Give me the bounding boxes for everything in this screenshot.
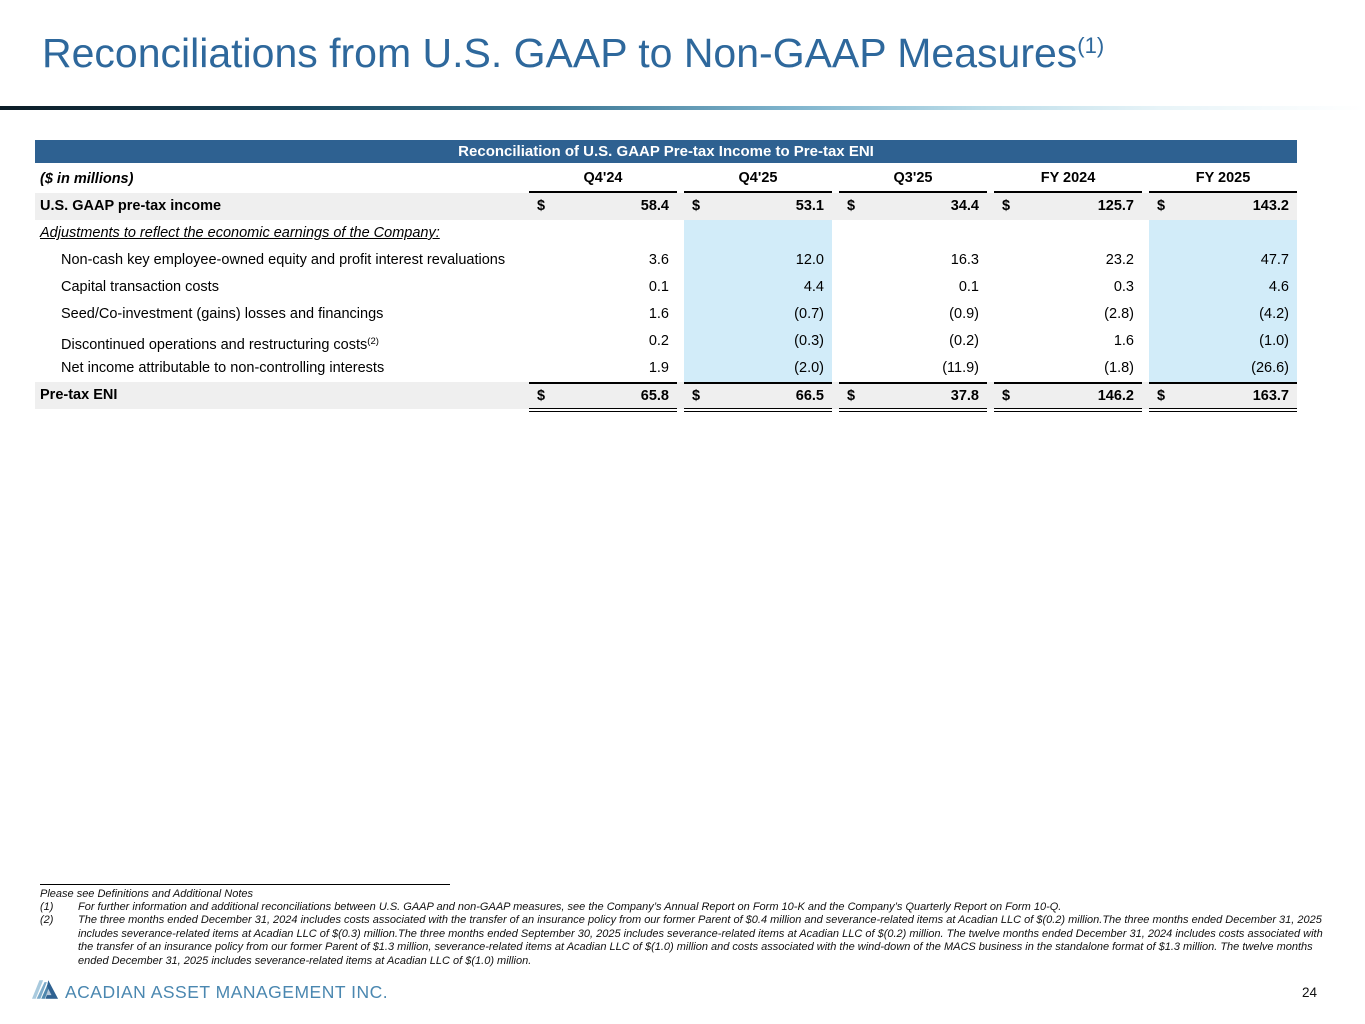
- cell: [529, 220, 677, 247]
- table-row-pretax-eni: [35, 382, 1297, 409]
- dollar-sign: $: [537, 198, 546, 214]
- cell-value: 146.2: [1097, 388, 1134, 404]
- cell: [994, 247, 1142, 274]
- row-footnote-ref: (2): [367, 336, 379, 347]
- page-number: 24: [1301, 984, 1317, 1000]
- footnotes-section: [40, 884, 1338, 968]
- footnote-number: (2): [40, 914, 54, 927]
- cell-value: 65.8: [640, 388, 669, 404]
- title-divider-gradient: [0, 106, 1365, 110]
- slide-footer: [32, 980, 1335, 1004]
- cell-value: (2.8): [1104, 306, 1134, 322]
- cell-value: (0.9): [949, 306, 979, 322]
- cell-value: 0.3: [1113, 279, 1134, 295]
- brand-name: ACADIAN ASSET MANAGEMENT INC.: [65, 981, 389, 1002]
- cell: [1149, 382, 1297, 412]
- footnote-2: [40, 914, 1338, 968]
- cell-value: 66.5: [795, 388, 824, 404]
- cell: [1149, 220, 1297, 247]
- cell-value: 58.4: [640, 198, 669, 214]
- footnote-text: The three months ended December 31, 2024 includes costs associated with the transfer of an insurance policy from our former Parent of $0.4 million and severance-related items at Acadian LLC of $(0.2) million.The three months ended December 31, 2025 includes severance-related items at Acadian LLC of $(0.3) million.The three months ended September 30, 2025 includes severance-related items at Acadian LLC of $(0.2) million. The twelve months ended December 31, 2024 includes costs associated with the transfer of an insurance policy from our former Parent of $1.3 million, severance-related items at Acadian LLC of $(1.0) million and costs associated with the wind-down of the MACS business in the standalone format of $1.3 million. The twelve months ended December 31, 2025 includes severance-related items at Acadian LLC of $(1.0) million.: [78, 914, 1323, 967]
- row-label: Non-cash key employee-owned equity and profit interest revaluations: [61, 252, 506, 268]
- cell-value: 53.1: [795, 198, 824, 214]
- cell-value: (1.8): [1104, 360, 1134, 376]
- cell: [684, 220, 832, 247]
- cell-value: 12.0: [795, 252, 824, 268]
- footnote-text: For further information and additional reconciliations between U.S. GAAP and non-GAAP measures, see the Company’s Annual Report on Form 10-K and the Company’s Quarterly Report on Form 10-Q.: [78, 901, 1062, 913]
- cell-value: (4.2): [1259, 306, 1289, 322]
- units-label: ($ in millions): [40, 171, 134, 187]
- cell: [994, 193, 1142, 220]
- dollar-sign: $: [692, 388, 701, 404]
- cell-value: 1.6: [648, 306, 669, 322]
- cell: [529, 382, 677, 412]
- cell: [994, 274, 1142, 301]
- table-row-discontinued-operations: [35, 328, 1297, 355]
- cell-value: 23.2: [1105, 252, 1134, 268]
- cell-value: 37.8: [950, 388, 979, 404]
- page-title-text: Reconciliations from U.S. GAAP to Non-GAAP Measures: [42, 30, 1078, 76]
- cell-value: 16.3: [950, 252, 979, 268]
- cell: [994, 301, 1142, 328]
- cell-value: (0.3): [794, 333, 824, 349]
- cell-value: (1.0): [1259, 333, 1289, 349]
- cell: [529, 247, 677, 274]
- cell: [529, 355, 677, 382]
- column-header-q325: Q3'25: [839, 166, 987, 193]
- cell-value: 1.9: [648, 360, 669, 376]
- table-row-net-income-nci: [35, 355, 1297, 382]
- cell: [684, 274, 832, 301]
- cell: [839, 355, 987, 382]
- dollar-sign: $: [692, 198, 701, 214]
- dollar-sign: $: [1157, 198, 1166, 214]
- cell: [684, 355, 832, 382]
- dollar-sign: $: [1002, 388, 1011, 404]
- cell: [994, 220, 1142, 247]
- cell-value: (11.9): [942, 360, 979, 376]
- cell-value: (0.7): [794, 306, 824, 322]
- cell: [839, 382, 987, 412]
- cell: [529, 193, 677, 220]
- section-label: Adjustments to reflect the economic earnings of the Company:: [40, 225, 440, 241]
- cell-value: 0.2: [648, 333, 669, 349]
- row-label: Net income attributable to non-controlling interests: [61, 360, 385, 376]
- table-title-bar: Reconciliation of U.S. GAAP Pre-tax Income to Pre-tax ENI: [35, 140, 1297, 163]
- cell-value: 1.6: [1113, 333, 1134, 349]
- table-row-noncash-revaluations: [35, 247, 1297, 274]
- cell-value: 163.7: [1252, 388, 1289, 404]
- page-title-footnote-ref: (1): [1077, 33, 1105, 58]
- cell: [1149, 247, 1297, 274]
- column-header-q424: Q4'24: [529, 166, 677, 193]
- cell: [994, 355, 1142, 382]
- reconciliation-table: [35, 140, 1297, 409]
- cell: [839, 193, 987, 220]
- slide-header: [42, 30, 1104, 77]
- cell-value: (26.6): [1251, 360, 1289, 376]
- footnote-number: (1): [40, 901, 54, 913]
- table-column-header-row: [35, 163, 1297, 193]
- cell-value: 4.4: [803, 279, 824, 295]
- cell-value: (0.2): [949, 333, 979, 349]
- table-row-seed-coinvestment: [35, 301, 1297, 328]
- cell: [684, 382, 832, 412]
- table-row-adjustments-heading: [35, 220, 1297, 247]
- cell: [684, 193, 832, 220]
- row-label: U.S. GAAP pre-tax income: [40, 198, 222, 214]
- cell-value: 0.1: [648, 279, 669, 295]
- footnote-1: [40, 901, 1338, 914]
- dollar-sign: $: [1002, 198, 1011, 214]
- cell: [1149, 301, 1297, 328]
- acadian-logo-icon: [32, 980, 58, 1004]
- dollar-sign: $: [847, 198, 856, 214]
- cell-value: 4.6: [1268, 279, 1289, 295]
- cell: [839, 220, 987, 247]
- brand-logo-block: [32, 980, 388, 1004]
- column-header-fy2025: FY 2025: [1149, 166, 1297, 193]
- row-label: Pre-tax ENI: [40, 387, 118, 403]
- cell: [1149, 274, 1297, 301]
- table-row-capital-transaction-costs: [35, 274, 1297, 301]
- column-header-fy2024: FY 2024: [994, 166, 1142, 193]
- row-label-text: Discontinued operations and restructuring costs: [61, 337, 368, 353]
- dollar-sign: $: [1157, 388, 1166, 404]
- cell-value: 0.1: [958, 279, 979, 295]
- cell: [529, 274, 677, 301]
- cell: [994, 382, 1142, 412]
- cell: [839, 274, 987, 301]
- cell: [684, 247, 832, 274]
- cell: [839, 301, 987, 328]
- footnote-divider-line: [40, 884, 450, 885]
- cell: [1149, 193, 1297, 220]
- cell-value: 143.2: [1252, 198, 1289, 214]
- cell: [529, 301, 677, 328]
- cell-value: 125.7: [1097, 198, 1134, 214]
- cell-value: (2.0): [794, 360, 824, 376]
- row-label: Capital transaction costs: [61, 279, 219, 295]
- cell-value: 3.6: [648, 252, 669, 268]
- cell-value: 34.4: [950, 198, 979, 214]
- page-title: [42, 30, 1104, 77]
- cell: [1149, 355, 1297, 382]
- cell: [839, 247, 987, 274]
- cell: [684, 301, 832, 328]
- footnote-intro: Please see Definitions and Additional Notes: [40, 888, 254, 900]
- table-row-gaap-pretax-income: [35, 193, 1297, 220]
- dollar-sign: $: [537, 388, 546, 404]
- row-label: Seed/Co-investment (gains) losses and financings: [61, 306, 384, 322]
- dollar-sign: $: [847, 388, 856, 404]
- cell-value: 47.7: [1260, 252, 1289, 268]
- column-header-q425: Q4'25: [684, 166, 832, 193]
